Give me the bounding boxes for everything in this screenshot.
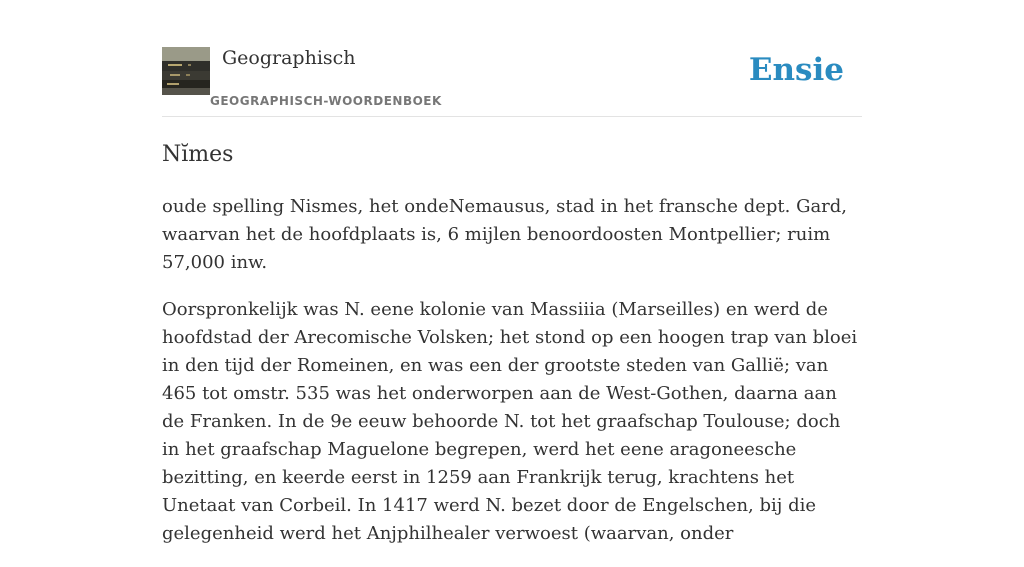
book-spines-icon (162, 47, 210, 95)
dictionary-title[interactable]: Geographisch (222, 47, 356, 69)
entry-body (162, 193, 862, 567)
ensie-logo[interactable]: Ensie (748, 52, 844, 88)
dictionary-header (162, 0, 862, 117)
dictionary-avatar[interactable] (162, 47, 210, 95)
dictionary-slug[interactable]: GEOGRAPHISCH-WOORDENBOEK (210, 94, 442, 108)
page-container (162, 0, 862, 544)
entry-paragraph: oude spelling Nismes, het ondeNemausus, stad in het fransche dept. Gard, waarvan het de hoofdplaats is, 6 mijlen benoordoosten Montpellier; ruim 57,000 inw. (162, 196, 848, 273)
entry-title: Nĭmes (162, 142, 234, 167)
entry-paragraph: Oorspronkelijk was N. eene kolonie van Massiiia (Marseilles) en werd de hoofdstad der Arecomische Volsken; het stond op een hoogen trap van bloei in den tijd der Romeinen, en was een der grootste steden van Gallië; van 465 tot omstr. 535 was het onderworpen aan de West-Gothen, daarna aan de Franken. In de 9e eeuw behoorde N. tot het graafschap Toulouse; doch in het graafschap Maguelone begrepen, werd het eene aragoneesche bezitting, en keerde eerst in 1259 aan Frankrijk terug, krachtens het Unetaat van Corbeil. In 1417 werd N. bezet door de Engelschen, bij die gelegenheid werd het Anjphilhealer verwoest (waarvan, onder (162, 299, 858, 544)
